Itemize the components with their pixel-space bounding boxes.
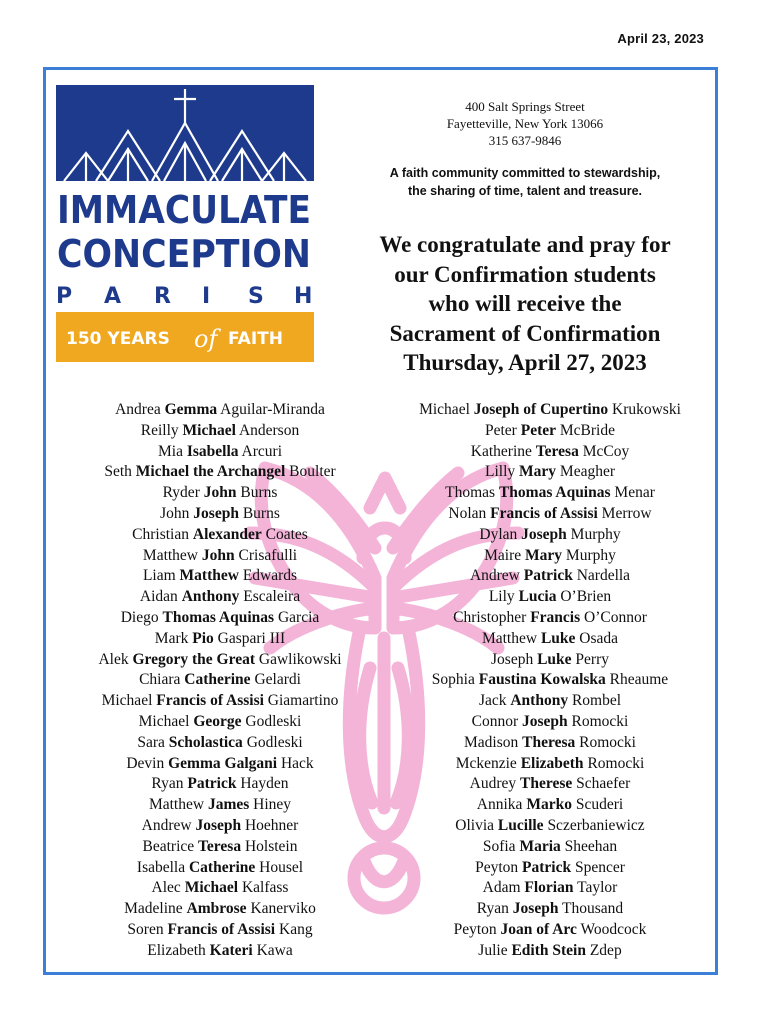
logo-anniversary-years: 150 YEARS bbox=[66, 329, 170, 349]
student-last-name: Murphy bbox=[570, 525, 621, 543]
student-confirmation-name: Isabella bbox=[186, 442, 239, 460]
student-last-name: Burns bbox=[240, 484, 278, 502]
student-confirmation-name: Anthony bbox=[181, 588, 240, 606]
student-first-name: Christopher bbox=[453, 608, 527, 626]
student-last-name: Scuderi bbox=[575, 796, 624, 814]
student-confirmation-name: George bbox=[193, 712, 242, 730]
student-first-name: Connor bbox=[471, 712, 519, 730]
address-phone: 315 637-9846 bbox=[488, 133, 562, 148]
student-last-name: Housel bbox=[259, 858, 304, 876]
student-last-name: Escaleira bbox=[243, 588, 301, 606]
student-first-name: Reilly bbox=[140, 421, 179, 439]
student-confirmation-name: John bbox=[201, 546, 235, 564]
student-last-name: Zdep bbox=[589, 941, 622, 959]
student-first-name: Michael bbox=[101, 692, 153, 710]
student-name bbox=[390, 795, 710, 816]
student-last-name: Woodcock bbox=[580, 920, 647, 938]
student-last-name: Sheehan bbox=[564, 837, 618, 855]
student-last-name: Gelardi bbox=[254, 671, 301, 689]
student-last-name: Osada bbox=[579, 629, 619, 647]
student-last-name: McBride bbox=[559, 421, 615, 439]
student-confirmation-name: Gemma Galgani bbox=[168, 754, 278, 772]
student-first-name: Joseph bbox=[491, 650, 534, 668]
student-confirmation-name: Theresa bbox=[522, 733, 576, 751]
student-name bbox=[390, 400, 710, 421]
student-name bbox=[60, 816, 380, 837]
student-first-name: Liam bbox=[142, 567, 176, 585]
student-last-name: McCoy bbox=[582, 442, 630, 460]
student-first-name: Sofia bbox=[482, 837, 516, 855]
student-first-name: Alek bbox=[98, 650, 129, 668]
student-confirmation-name: Anthony bbox=[510, 692, 569, 710]
student-first-name: Ryder bbox=[162, 484, 200, 502]
student-name bbox=[390, 442, 710, 463]
student-last-name: Hiney bbox=[253, 796, 292, 814]
svg-text:I: I bbox=[202, 284, 211, 309]
student-last-name: Romocki bbox=[579, 733, 636, 751]
student-confirmation-name: Florian bbox=[524, 879, 574, 897]
student-confirmation-name: Marko bbox=[526, 796, 572, 814]
student-name bbox=[390, 816, 710, 837]
student-name bbox=[60, 483, 380, 504]
student-first-name: Lily bbox=[488, 588, 515, 606]
student-first-name: Christian bbox=[132, 525, 189, 543]
student-first-name: Jack bbox=[478, 692, 507, 710]
student-name bbox=[60, 650, 380, 671]
logo-anniversary-of: of bbox=[194, 325, 218, 353]
student-name bbox=[60, 691, 380, 712]
student-confirmation-name: Therese bbox=[520, 775, 573, 793]
student-confirmation-name: Michael bbox=[182, 421, 236, 439]
logo-line-conception: CONCEPTION bbox=[57, 232, 311, 276]
student-last-name: Romocki bbox=[587, 754, 645, 772]
student-name bbox=[60, 941, 380, 962]
student-confirmation-name: Scholastica bbox=[168, 733, 243, 751]
student-confirmation-name: Teresa bbox=[198, 837, 242, 855]
confirmation-names-left-column bbox=[60, 400, 380, 962]
student-first-name: Isabella bbox=[136, 858, 186, 876]
student-last-name: Nardella bbox=[576, 567, 631, 585]
student-first-name: Peyton bbox=[475, 858, 519, 876]
headline-line-3: who will receive the bbox=[428, 291, 622, 316]
student-name bbox=[390, 525, 710, 546]
student-name bbox=[60, 733, 380, 754]
student-last-name: Holstein bbox=[244, 837, 298, 855]
student-last-name: Arcuri bbox=[241, 442, 282, 460]
student-name bbox=[390, 650, 710, 671]
student-last-name: Meagher bbox=[559, 463, 615, 481]
document-date: April 23, 2023 bbox=[617, 31, 704, 46]
student-name bbox=[390, 878, 710, 899]
headline-line-2: our Confirmation students bbox=[394, 261, 656, 287]
student-confirmation-name: James bbox=[207, 796, 250, 814]
student-name bbox=[60, 525, 380, 546]
confirmation-names-right-column bbox=[390, 400, 710, 962]
logo-line-immaculate: IMMACULATE bbox=[57, 188, 311, 232]
student-name bbox=[390, 920, 710, 941]
student-last-name: Thousand bbox=[562, 900, 624, 918]
student-name bbox=[60, 837, 380, 858]
student-name bbox=[60, 566, 380, 587]
student-name bbox=[390, 899, 710, 920]
student-last-name: Edwards bbox=[242, 567, 298, 585]
student-confirmation-name: Joan of Arc bbox=[500, 920, 577, 938]
student-first-name: Mckenzie bbox=[455, 754, 517, 772]
student-confirmation-name: Kateri bbox=[209, 941, 253, 959]
student-first-name: Diego bbox=[120, 608, 159, 626]
student-confirmation-name: Luke bbox=[537, 650, 572, 668]
student-first-name: Annika bbox=[476, 796, 523, 814]
student-first-name: Michael bbox=[419, 401, 470, 418]
student-last-name: O’Connor bbox=[584, 608, 647, 626]
student-name bbox=[60, 546, 380, 567]
tagline-line-1: A faith community committed to stewardship, bbox=[389, 166, 661, 180]
svg-text:R: R bbox=[154, 284, 171, 309]
student-confirmation-name: Peter bbox=[520, 421, 557, 439]
student-confirmation-name: Francis bbox=[530, 608, 581, 626]
student-name bbox=[390, 691, 710, 712]
student-first-name: Mia bbox=[157, 442, 183, 460]
student-name bbox=[60, 754, 380, 775]
svg-text:S: S bbox=[248, 284, 264, 309]
student-confirmation-name: Lucille bbox=[497, 816, 544, 834]
student-first-name: Mark bbox=[154, 629, 189, 647]
student-first-name: Matthew bbox=[142, 546, 199, 564]
student-first-name: Sara bbox=[137, 733, 165, 751]
student-last-name: Menar bbox=[614, 484, 655, 502]
student-name bbox=[390, 483, 710, 504]
student-name bbox=[390, 670, 710, 691]
student-confirmation-name: Francis of Assisi bbox=[490, 504, 598, 522]
student-confirmation-name: Joseph bbox=[522, 712, 568, 730]
student-first-name: Peter bbox=[485, 421, 517, 439]
student-last-name: Krukowski bbox=[612, 401, 681, 418]
student-confirmation-name: Maria bbox=[519, 837, 561, 855]
student-confirmation-name: Catherine bbox=[184, 671, 251, 689]
student-confirmation-name: Catherine bbox=[188, 858, 256, 876]
student-name bbox=[390, 608, 710, 629]
student-first-name: Andrew bbox=[141, 816, 192, 834]
student-name bbox=[390, 421, 710, 442]
student-name bbox=[60, 608, 380, 629]
student-first-name: Madison bbox=[464, 733, 519, 751]
student-first-name: Devin bbox=[126, 754, 165, 772]
student-name bbox=[390, 858, 710, 879]
student-first-name: Madeline bbox=[124, 900, 183, 918]
student-last-name: Murphy bbox=[565, 546, 616, 564]
student-name bbox=[60, 587, 380, 608]
student-name bbox=[390, 629, 710, 650]
student-confirmation-name: Joseph bbox=[195, 816, 242, 834]
student-name bbox=[60, 878, 380, 899]
student-last-name: Taylor bbox=[577, 879, 618, 897]
student-confirmation-name: John bbox=[203, 484, 237, 502]
headline-line-4: Sacrament of Confirmation bbox=[389, 320, 661, 346]
student-confirmation-name: Gregory the Great bbox=[132, 650, 255, 668]
student-first-name: Andrew bbox=[469, 567, 520, 585]
student-last-name: Godleski bbox=[246, 733, 303, 751]
student-name bbox=[390, 504, 710, 525]
student-confirmation-name: Elizabeth bbox=[520, 754, 584, 772]
student-last-name: Giamartino bbox=[267, 692, 339, 710]
student-first-name: Maire bbox=[484, 546, 522, 564]
address-city: Fayetteville, New York 13066 bbox=[446, 116, 604, 131]
student-last-name: Garcia bbox=[277, 608, 320, 626]
student-last-name: Spencer bbox=[574, 858, 625, 876]
student-name bbox=[60, 899, 380, 920]
student-confirmation-name: Joseph of Cupertino bbox=[473, 401, 609, 418]
student-first-name: Olivia bbox=[455, 816, 495, 834]
student-first-name: Seth bbox=[104, 463, 132, 481]
student-first-name: Elizabeth bbox=[147, 941, 206, 959]
student-last-name: Kanerviko bbox=[250, 900, 316, 918]
tagline-line-2: the sharing of time, talent and treasure. bbox=[407, 184, 643, 198]
student-name bbox=[390, 546, 710, 567]
student-first-name: Adam bbox=[482, 879, 521, 897]
student-first-name: Matthew bbox=[481, 629, 538, 647]
svg-text:A: A bbox=[104, 284, 122, 309]
student-confirmation-name: Patrick bbox=[522, 858, 572, 876]
student-first-name: Andrea bbox=[115, 401, 161, 418]
svg-text:H: H bbox=[294, 284, 313, 309]
student-first-name: Sophia bbox=[431, 671, 475, 689]
logo-anniversary-faith: FAITH bbox=[228, 329, 283, 349]
student-confirmation-name: Edith Stein bbox=[511, 941, 586, 959]
student-first-name: Dylan bbox=[479, 525, 518, 543]
student-last-name: Hoehner bbox=[244, 816, 299, 834]
student-last-name: Kang bbox=[279, 920, 313, 938]
student-last-name: Gawlikowski bbox=[258, 650, 342, 668]
student-last-name: Hayden bbox=[240, 775, 289, 793]
svg-text:P: P bbox=[56, 284, 73, 309]
student-first-name: Alec bbox=[151, 879, 181, 897]
student-name bbox=[60, 629, 380, 650]
student-confirmation-name: Francis of Assisi bbox=[167, 920, 276, 938]
student-last-name: Hack bbox=[280, 754, 314, 772]
student-last-name: Rombel bbox=[571, 692, 622, 710]
student-name bbox=[390, 774, 710, 795]
student-name bbox=[60, 774, 380, 795]
confirmation-headline bbox=[345, 230, 705, 378]
student-last-name: Boulter bbox=[289, 463, 336, 481]
student-name bbox=[60, 442, 380, 463]
student-confirmation-name: Alexander bbox=[192, 525, 262, 543]
student-last-name: Rheaume bbox=[609, 671, 669, 689]
student-confirmation-name: Joseph bbox=[193, 504, 239, 522]
student-name bbox=[60, 920, 380, 941]
student-confirmation-name: Thomas Aquinas bbox=[162, 608, 275, 626]
student-last-name: Gaspari III bbox=[217, 629, 286, 647]
student-first-name: Soren bbox=[127, 920, 164, 938]
student-name bbox=[60, 670, 380, 691]
student-last-name: Coates bbox=[265, 525, 308, 543]
student-confirmation-name: Joseph bbox=[512, 900, 559, 918]
student-confirmation-name: Mary bbox=[525, 546, 563, 564]
student-name bbox=[60, 858, 380, 879]
student-first-name: Julie bbox=[478, 941, 508, 959]
address-street: 400 Salt Springs Street bbox=[465, 99, 585, 114]
parish-tagline bbox=[355, 164, 695, 200]
student-name bbox=[390, 941, 710, 962]
student-last-name: Anderson bbox=[238, 421, 300, 439]
student-last-name: O’Brien bbox=[560, 588, 612, 606]
student-name bbox=[390, 587, 710, 608]
student-first-name: Peyton bbox=[453, 920, 497, 938]
student-first-name: Ryan bbox=[151, 775, 184, 793]
student-last-name: Burns bbox=[242, 504, 280, 522]
student-last-name: Kalfass bbox=[241, 879, 289, 897]
student-last-name: Godleski bbox=[245, 712, 302, 730]
student-confirmation-name: Patrick bbox=[523, 567, 573, 585]
student-confirmation-name: Ambrose bbox=[186, 900, 247, 918]
student-confirmation-name: Teresa bbox=[535, 442, 579, 460]
student-confirmation-name: Joseph bbox=[521, 525, 567, 543]
student-first-name: Chiara bbox=[139, 671, 181, 689]
student-last-name: Perry bbox=[575, 650, 609, 668]
student-name bbox=[390, 566, 710, 587]
student-first-name: Katherine bbox=[470, 442, 532, 460]
student-last-name: Kawa bbox=[256, 941, 293, 959]
student-confirmation-name: Patrick bbox=[187, 775, 237, 793]
student-first-name: Michael bbox=[138, 712, 190, 730]
student-last-name: Crisafulli bbox=[238, 546, 298, 564]
student-last-name: Romocki bbox=[571, 712, 629, 730]
headline-line-5: Thursday, April 27, 2023 bbox=[403, 350, 647, 375]
student-name bbox=[390, 462, 710, 483]
student-confirmation-name: Matthew bbox=[179, 567, 239, 585]
student-last-name: Schaefer bbox=[576, 775, 631, 793]
student-confirmation-name: Gemma bbox=[164, 401, 218, 418]
student-first-name: Thomas bbox=[445, 484, 496, 502]
student-name bbox=[60, 400, 380, 421]
student-last-name: Aguilar-Miranda bbox=[220, 401, 325, 418]
student-name bbox=[60, 504, 380, 525]
student-last-name: Merrow bbox=[601, 504, 652, 522]
student-confirmation-name: Pio bbox=[192, 629, 214, 647]
student-first-name: John bbox=[160, 504, 190, 522]
student-first-name: Audrey bbox=[469, 775, 517, 793]
student-confirmation-name: Francis of Assisi bbox=[156, 692, 264, 710]
student-name bbox=[60, 795, 380, 816]
student-first-name: Ryan bbox=[476, 900, 509, 918]
student-name bbox=[390, 837, 710, 858]
student-first-name: Nolan bbox=[448, 504, 487, 522]
student-name bbox=[390, 754, 710, 775]
student-name bbox=[60, 462, 380, 483]
headline-line-1: We congratulate and pray for bbox=[379, 232, 671, 257]
logo-parish-word bbox=[56, 284, 312, 309]
student-first-name: Lilly bbox=[485, 463, 516, 481]
student-name bbox=[60, 421, 380, 442]
student-confirmation-name: Luke bbox=[540, 629, 576, 647]
student-confirmation-name: Lucia bbox=[518, 588, 557, 606]
parish-address bbox=[365, 98, 685, 149]
student-name bbox=[390, 712, 710, 733]
student-name bbox=[390, 733, 710, 754]
student-first-name: Aidan bbox=[139, 588, 178, 606]
student-first-name: Matthew bbox=[148, 796, 205, 814]
student-first-name: Beatrice bbox=[142, 837, 195, 855]
student-confirmation-name: Mary bbox=[519, 463, 557, 481]
student-confirmation-name: Michael the Archangel bbox=[135, 463, 286, 481]
student-last-name: Sczerbaniewicz bbox=[547, 816, 645, 834]
student-name bbox=[60, 712, 380, 733]
student-confirmation-name: Faustina Kowalska bbox=[478, 671, 606, 689]
student-confirmation-name: Michael bbox=[184, 879, 239, 897]
student-confirmation-name: Thomas Aquinas bbox=[498, 484, 611, 502]
parish-logo bbox=[56, 85, 314, 362]
